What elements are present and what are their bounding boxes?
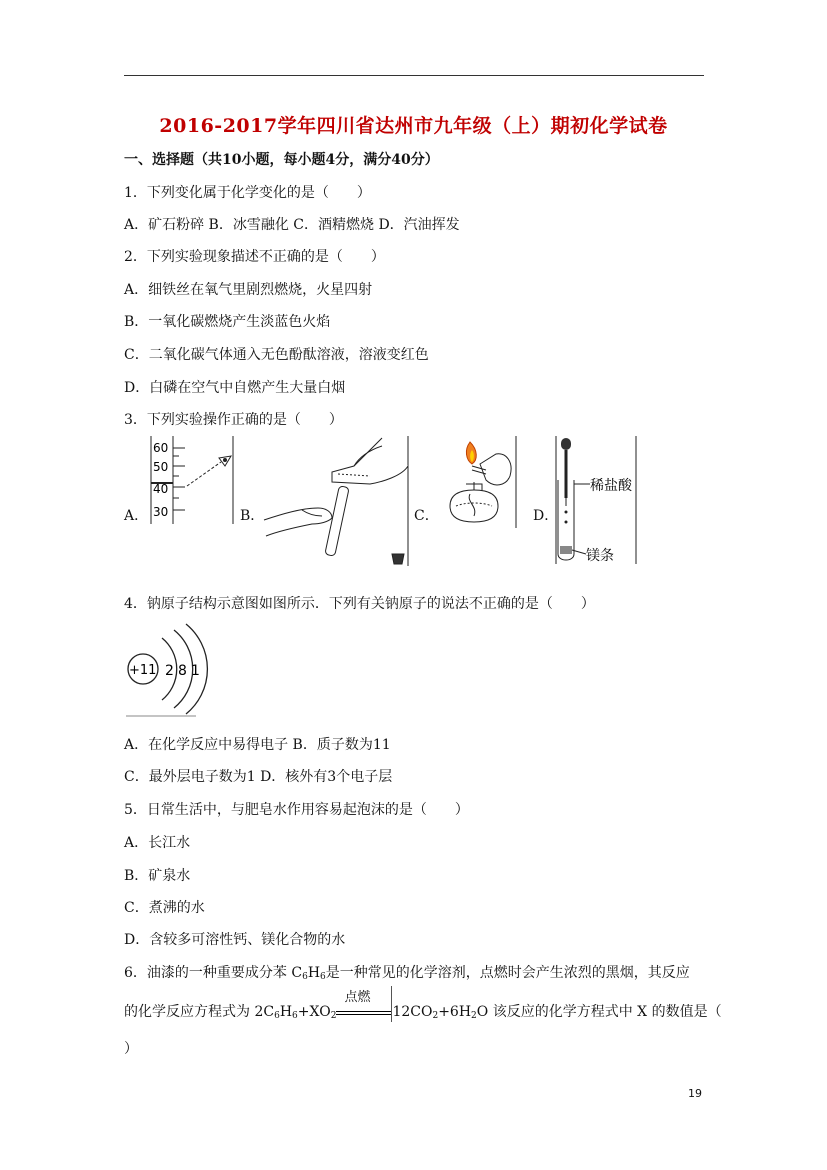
q6-sub: 6 [320,972,326,982]
cylinder-tick-30: 30 [153,505,169,519]
q6-sub: 6 [292,1011,298,1021]
q6-text: 是一种常见的化学溶剂，点燃时会产生浓烈的黑烟，其反应 [325,965,690,981]
q6-text: +XO [297,1004,331,1020]
graduated-cylinder-figure [145,436,237,526]
question-4-stem: 4．钠原子结构示意图如图所示．下列有关钠原子的说法不正确的是（ ） [124,596,595,612]
question-5-option-a: A．长江水 [124,835,191,851]
q6-sub: 6 [274,1011,280,1021]
reaction-arrow [336,990,392,1022]
question-2-option-a: A．细铁丝在氧气里剧烈燃烧，火星四射 [124,282,373,298]
question-6-line-1 [124,963,690,987]
alcohol-lamp-figure [436,436,518,528]
q6-sub: 2 [330,1011,337,1021]
question-3-label-d: D． [533,508,559,524]
header-rule [124,75,704,76]
question-5-stem: 5．日常生活中，与肥皂水作用容易起泡沫的是（ ） [124,802,469,818]
sodium-atom-diagram [124,618,214,718]
q6-text: 12CO [392,1004,433,1020]
question-1-options: A．矿石粉碎 B．冰雪融化 C．酒精燃烧 D．汽油挥发 [124,217,460,233]
q6-text: O 该反应的化学方程式中 X 的数值是（ [476,1004,722,1020]
cylinder-tick-50: 50 [153,460,169,474]
question-5-option-b: B．矿泉水 [124,868,191,884]
cylinder-tick-60: 60 [153,441,169,455]
q6-text: H [307,965,321,981]
cylinder-tick-40: 40 [153,482,169,496]
question-3-label-b: B． [240,508,265,524]
question-3-label-a: A． [124,508,149,524]
question-2-option-c: C．二氧化碳气体通入无色酚酞溶液，溶液变红色 [124,347,429,363]
shell-3-electrons: 1 [191,663,200,679]
q6-sub: 2 [432,1011,439,1021]
question-4-options-cd: C．最外层电子数为1 D．核外有3个电子层 [124,769,393,785]
q6-text: +6H [438,1004,472,1020]
pouring-liquid-figure [262,436,412,566]
question-3-stem: 3．下列实验操作正确的是（ ） [124,412,343,428]
question-5-option-d: D．含较多可溶性钙、镁化合物的水 [124,932,346,948]
dropper-tube-figure [552,436,638,566]
question-6-line-3: ） [124,1041,138,1057]
question-2-option-d: D．白磷在空气中自燃产生大量白烟 [124,380,346,396]
question-2-option-b: B．一氧化碳燃烧产生淡蓝色火焰 [124,314,331,330]
q6-text: 6．油漆的一种重要成分苯 C [124,965,303,981]
question-2-stem: 2．下列实验现象描述不正确的是（ ） [124,249,385,265]
reaction-condition: 点燃 [344,990,371,1005]
nucleus-charge: +11 [129,663,157,678]
q6-sub: 6 [302,972,308,982]
shell-1-electrons: 2 [165,663,174,679]
q6-sub: 2 [471,1011,477,1021]
question-4-options-ab: A．在化学反应中易得电子 B．质子数为11 [124,737,391,753]
question-5-option-c: C．煮沸的水 [124,900,205,916]
dropper-label-acid: 稀盐酸 [590,478,632,494]
q6-text: 的化学反应方程式为 2C [124,1004,275,1020]
page-title: 2016-2017学年四川省达州市九年级（上）期初化学试卷 [159,115,668,137]
section-heading: 一、选择题（共10小题，每小题4分，满分40分） [124,152,439,168]
question-1-stem: 1．下列变化属于化学变化的是（ ） [124,185,371,201]
dropper-label-magnesium: 镁条 [586,548,614,564]
question-6-line-2 [124,990,722,1026]
q6-text: H [279,1004,293,1020]
question-3-label-c: C． [414,508,439,524]
page-number: 19 [688,1087,702,1100]
shell-2-electrons: 8 [178,663,187,679]
